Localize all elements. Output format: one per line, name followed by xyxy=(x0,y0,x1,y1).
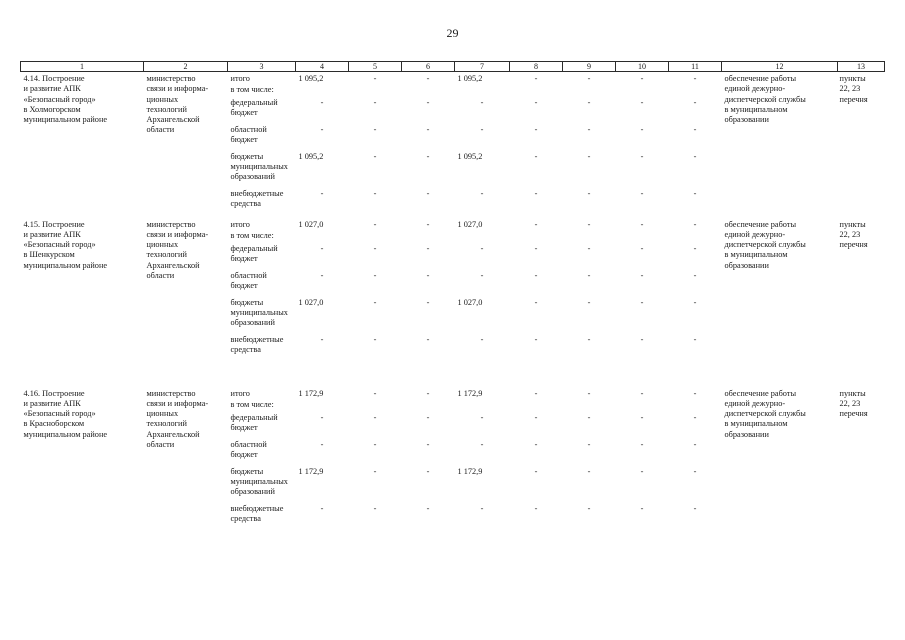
value-cell: - xyxy=(480,270,484,280)
value-cell: - xyxy=(534,124,538,134)
value-cell: - xyxy=(426,97,430,107)
value-cell: - xyxy=(426,270,430,280)
value-cell xyxy=(402,400,455,413)
value-cell: - xyxy=(693,439,697,449)
value-cell: - xyxy=(587,466,591,476)
funding-source: областной бюджет xyxy=(230,270,267,290)
value-cell: - xyxy=(640,188,644,198)
column-header: 13 xyxy=(838,62,885,72)
value-cell: - xyxy=(587,412,591,422)
value-cell: - xyxy=(693,388,697,398)
value-cell: - xyxy=(534,74,538,83)
value-cell xyxy=(510,231,563,244)
value-cell xyxy=(616,400,669,413)
value-cell: - xyxy=(693,188,697,198)
value-cell: - xyxy=(480,439,484,449)
value-cell xyxy=(510,85,563,98)
column-header: 4 xyxy=(296,62,349,72)
value-cell: - xyxy=(426,188,430,198)
value-cell xyxy=(455,85,510,98)
value-cell: - xyxy=(480,188,484,198)
value-cell: - xyxy=(320,270,324,280)
value-cell: - xyxy=(640,219,644,229)
value-cell: - xyxy=(693,466,697,476)
value-cell: 1 095,2 xyxy=(457,74,483,83)
value-cell: - xyxy=(373,388,377,398)
expected-result: обеспечение работы единой дежурно- диспетчерской службы в муниципальном образовании xyxy=(724,74,806,125)
value-cell: - xyxy=(320,188,324,198)
column-header: 2 xyxy=(144,62,228,72)
value-cell: - xyxy=(534,151,538,161)
table-row xyxy=(21,387,885,400)
value-cell xyxy=(455,231,510,244)
expected-result: обеспечение работы единой дежурно- диспетчерской службы в муниципальном образовании xyxy=(724,219,806,270)
value-cell: - xyxy=(373,297,377,307)
value-cell: - xyxy=(373,412,377,422)
funding-source: федеральный бюджет xyxy=(230,412,278,432)
value-cell: - xyxy=(534,270,538,280)
value-cell: - xyxy=(587,124,591,134)
value-cell: - xyxy=(373,334,377,344)
funding-source: внебюджетные средства xyxy=(230,188,284,208)
value-cell: - xyxy=(693,503,697,513)
funding-source: бюджеты муниципальных образований xyxy=(230,297,288,328)
value-cell xyxy=(563,85,616,98)
value-cell: - xyxy=(640,439,644,449)
indicator-reference: пункты 22, 23 перечня xyxy=(839,388,868,419)
value-cell: 1 172,9 xyxy=(457,388,483,398)
value-cell: - xyxy=(373,151,377,161)
indicator-reference: пункты 22, 23 перечня xyxy=(839,219,868,250)
funding-source: итого xyxy=(230,388,250,398)
value-cell: - xyxy=(534,334,538,344)
value-cell: - xyxy=(480,503,484,513)
value-cell: - xyxy=(534,466,538,476)
value-cell xyxy=(349,400,402,413)
funding-source: областной бюджет xyxy=(230,124,267,144)
value-cell: - xyxy=(640,124,644,134)
value-cell: - xyxy=(693,74,697,83)
value-cell: - xyxy=(693,297,697,307)
value-cell xyxy=(616,85,669,98)
value-cell: - xyxy=(693,97,697,107)
column-header: 6 xyxy=(402,62,455,72)
value-cell: - xyxy=(426,334,430,344)
value-cell: - xyxy=(640,297,644,307)
value-cell: - xyxy=(373,97,377,107)
value-cell: - xyxy=(373,270,377,280)
value-cell: - xyxy=(534,439,538,449)
value-cell: - xyxy=(320,334,324,344)
value-cell: 1 095,2 xyxy=(298,151,324,161)
value-cell xyxy=(455,400,510,413)
table-row xyxy=(21,218,885,231)
value-cell: - xyxy=(426,74,430,83)
value-cell: 1 027,0 xyxy=(457,219,483,229)
table-row xyxy=(21,72,885,85)
funding-source: итого xyxy=(230,74,250,83)
value-cell: - xyxy=(426,439,430,449)
value-cell: - xyxy=(534,219,538,229)
value-cell: - xyxy=(587,151,591,161)
value-cell: - xyxy=(373,466,377,476)
funding-source: внебюджетные средства xyxy=(230,334,284,354)
column-number-row xyxy=(21,62,885,72)
funding-source: в том числе: xyxy=(230,399,274,409)
value-cell: - xyxy=(534,388,538,398)
indicator-reference: пункты 22, 23 перечня xyxy=(839,74,868,104)
value-cell: - xyxy=(426,219,430,229)
value-cell: - xyxy=(480,412,484,422)
value-cell: - xyxy=(587,503,591,513)
value-cell: 1 172,9 xyxy=(457,466,483,476)
value-cell: - xyxy=(373,74,377,83)
funding-source: федеральный бюджет xyxy=(230,97,278,117)
value-cell: - xyxy=(534,412,538,422)
value-cell: - xyxy=(693,151,697,161)
funding-source: бюджеты муниципальных образований xyxy=(230,466,288,497)
column-header: 11 xyxy=(669,62,722,72)
value-cell: - xyxy=(426,388,430,398)
executor-name: министерство связи и информа- ционных технологий Архангельской области xyxy=(146,388,209,449)
funding-source: в том числе: xyxy=(230,230,274,240)
value-cell: - xyxy=(373,219,377,229)
value-cell: - xyxy=(480,97,484,107)
value-cell xyxy=(669,85,722,98)
value-cell: - xyxy=(426,243,430,253)
value-cell: 1 095,2 xyxy=(298,74,324,83)
value-cell: - xyxy=(640,388,644,398)
value-cell xyxy=(296,400,349,413)
value-cell: - xyxy=(534,188,538,198)
value-cell: - xyxy=(426,412,430,422)
value-cell: - xyxy=(640,503,644,513)
value-cell: - xyxy=(587,219,591,229)
value-cell xyxy=(349,85,402,98)
value-cell xyxy=(510,400,563,413)
value-cell: - xyxy=(320,439,324,449)
value-cell: - xyxy=(534,97,538,107)
value-cell: 1 172,9 xyxy=(298,388,324,398)
value-cell: - xyxy=(693,243,697,253)
value-cell: 1 095,2 xyxy=(457,151,483,161)
funding-source: итого xyxy=(230,219,250,229)
value-cell: - xyxy=(534,503,538,513)
value-cell: - xyxy=(480,334,484,344)
value-cell: - xyxy=(426,151,430,161)
value-cell: - xyxy=(640,466,644,476)
value-cell: - xyxy=(693,270,697,280)
value-cell: - xyxy=(373,188,377,198)
value-cell: - xyxy=(640,97,644,107)
funding-source: федеральный бюджет xyxy=(230,243,278,263)
activity-name: 4.15. Построение и развитие АПК «Безопасный город» в Шенкурском муниципальном районе xyxy=(23,219,108,270)
value-cell: - xyxy=(693,124,697,134)
table-body xyxy=(21,62,885,533)
funding-source: областной бюджет xyxy=(230,439,267,459)
value-cell: - xyxy=(534,243,538,253)
value-cell: - xyxy=(587,74,591,83)
column-header: 12 xyxy=(722,62,838,72)
value-cell: - xyxy=(426,503,430,513)
value-cell xyxy=(669,231,722,244)
value-cell xyxy=(563,231,616,244)
value-cell: - xyxy=(480,243,484,253)
value-cell: - xyxy=(587,334,591,344)
activity-name: 4.14. Построение и развитие АПК «Безопасный город» в Холмогорском муниципальном районе xyxy=(23,74,108,125)
value-cell: - xyxy=(320,412,324,422)
value-cell: - xyxy=(373,439,377,449)
column-header: 8 xyxy=(510,62,563,72)
value-cell: - xyxy=(373,503,377,513)
value-cell: - xyxy=(640,151,644,161)
value-cell: - xyxy=(640,270,644,280)
value-cell xyxy=(402,231,455,244)
value-cell: - xyxy=(640,412,644,422)
value-cell: - xyxy=(373,124,377,134)
value-cell: - xyxy=(587,270,591,280)
value-cell: - xyxy=(320,97,324,107)
column-header: 5 xyxy=(349,62,402,72)
funding-source: бюджеты муниципальных образований xyxy=(230,151,288,182)
value-cell xyxy=(669,400,722,413)
activity-name: 4.16. Построение и развитие АПК «Безопасный город» в Красноборском муниципальном районе xyxy=(23,388,108,439)
value-cell: 1 027,0 xyxy=(298,297,324,307)
column-header: 1 xyxy=(21,62,144,72)
funding-source: внебюджетные средства xyxy=(230,503,284,523)
value-cell: - xyxy=(587,243,591,253)
column-header: 7 xyxy=(455,62,510,72)
value-cell: - xyxy=(640,243,644,253)
executor-name: министерство связи и информа- ционных технологий Архангельской области xyxy=(146,74,209,135)
value-cell xyxy=(296,231,349,244)
program-table xyxy=(20,61,885,533)
column-header: 3 xyxy=(228,62,296,72)
value-cell xyxy=(349,231,402,244)
value-cell: - xyxy=(587,439,591,449)
executor-name: министерство связи и информа- ционных технологий Архангельской области xyxy=(146,219,209,280)
spacer-cell xyxy=(21,364,885,387)
value-cell xyxy=(296,85,349,98)
group-spacer xyxy=(21,364,885,387)
value-cell xyxy=(563,400,616,413)
value-cell: 1 027,0 xyxy=(298,219,324,229)
value-cell: - xyxy=(693,334,697,344)
value-cell: - xyxy=(320,124,324,134)
column-header: 9 xyxy=(563,62,616,72)
value-cell: - xyxy=(587,97,591,107)
value-cell: - xyxy=(426,124,430,134)
expected-result: обеспечение работы единой дежурно- диспетчерской службы в муниципальном образовании xyxy=(724,388,806,439)
value-cell xyxy=(402,85,455,98)
value-cell: - xyxy=(534,297,538,307)
column-header: 10 xyxy=(616,62,669,72)
value-cell: - xyxy=(373,243,377,253)
value-cell: - xyxy=(426,466,430,476)
value-cell: - xyxy=(640,334,644,344)
value-cell: 1 027,0 xyxy=(457,297,483,307)
page-number: 29 xyxy=(446,26,459,40)
value-cell: - xyxy=(587,388,591,398)
value-cell: - xyxy=(587,188,591,198)
funding-source: в том числе: xyxy=(230,84,274,94)
value-cell: - xyxy=(320,243,324,253)
value-cell: 1 172,9 xyxy=(298,466,324,476)
value-cell: - xyxy=(587,297,591,307)
value-cell xyxy=(616,231,669,244)
value-cell: - xyxy=(640,74,644,83)
value-cell: - xyxy=(693,412,697,422)
value-cell: - xyxy=(426,297,430,307)
value-cell: - xyxy=(693,219,697,229)
value-cell: - xyxy=(320,503,324,513)
value-cell: - xyxy=(480,124,484,134)
